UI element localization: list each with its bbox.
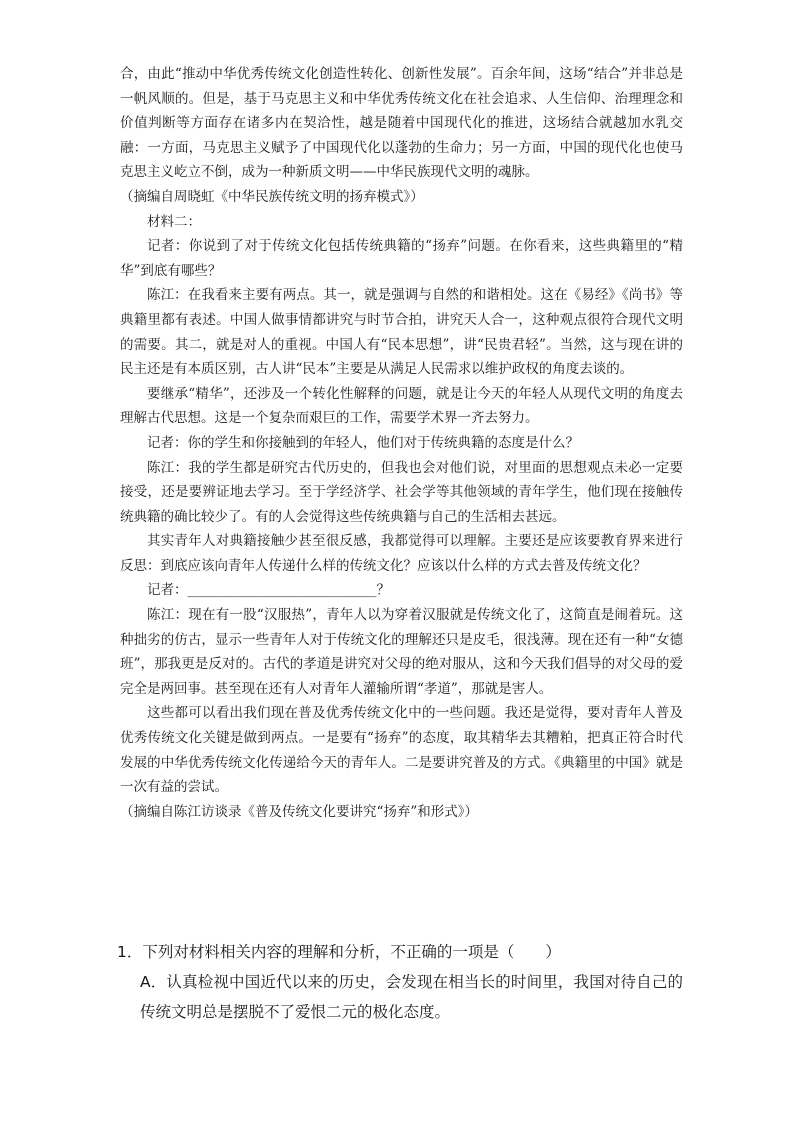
interview-paragraph: 陈江：我的学生都是研究古代历史的，但我也会对他们说，对里面的思想观点未必一定要接受，还是要辨证地去学习。至于学经济学、社会学等其他领域的青年学生，他们现在接触传统典籍的确比较少了。有的人会觉得这些传统典籍与自己的生活相去甚远。 xyxy=(120,459,683,525)
interview-paragraph: 记者：你的学生和你接触到的年轻人，他们对于传统典籍的态度是什么？ xyxy=(147,434,579,451)
interview-paragraph: 陈江：现在有一股“汉服热”，青年人以为穿着汉服就是传统文化了，这简直是闹着玩。这种拙劣的仿古，显示一些青年人对于传统文化的理解还只是皮毛，很浅薄。现在还有一种“女德班”，那我更是反对的。古代的孝道是讲究对父母的绝对服从，这和今天我们倡导的对父母的爱完全是两回事。甚至现在还有人对青年人灌输所谓“孝道”，那就是害人。 xyxy=(120,607,683,697)
reading-material xyxy=(120,62,683,824)
option-a: A．认真检视中国近代以来的历史，会发现在相当长的时间里，我国对待自己的传统文明总是摆脱不了爱恨二元的极化态度。 xyxy=(140,973,683,1021)
interview-paragraph: 这些都可以看出我们现在普及优秀传统文化中的一些问题。我还是觉得，要对青年人普及优秀传统文化关键是做到两点。一是要有“扬弃”的态度，取其精华去其糟粕，把真正符合时代发展的中华优秀传统文化传递给今天的青年人。二是要讲究普及的方式。《典籍里的中国》就是一次有益的尝试。 xyxy=(120,705,683,796)
answer-blank: ____________________________ xyxy=(187,582,377,599)
material2-heading: 材料二： xyxy=(147,213,201,230)
blank-prefix: 记者： xyxy=(147,582,188,599)
blank-suffix: ？ xyxy=(376,582,390,599)
source-citation-1: （摘编自周晓虹《中华民族传统文明的扬弃模式》） xyxy=(120,188,424,205)
question-block xyxy=(117,937,683,1027)
interview-paragraph: 要继承“精华”，还涉及一个转化性解释的问题，就是让今天的年轻人从现代文明的角度去理解古代思想。这是一个复杂而艰巨的工作，需要学术界一齐去努力。 xyxy=(120,385,683,427)
interview-paragraph: 其实青年人对典籍接触少甚至很反感，我都觉得可以理解。主要还是应该要教育界来进行反思：到底应该向青年人传递什么样的传统文化？应该以什么样的方式去普及传统文化？ xyxy=(120,533,683,574)
interview-paragraph: 记者：你说到了对于传统文化包括传统典籍的“扬弃”问题。在你看来，这些典籍里的“精华”到底有哪些？ xyxy=(120,238,683,279)
blank-question-line xyxy=(120,578,683,603)
material1-paragraph: 合，由此“推动中华优秀传统文化创造性转化、创新性发展”。百余年间，这场“结合”并非总是一帆风顺的。但是，基于马克思主义和中华优秀传统文化在社会追求、人生信仰、治理理念和价值判断等方面存在诸多内在契洽性，越是随着中国现代化的推进，这场结合就越加水乳交融：一方面，马克思主义赋予了中国现代化以蓬勃的生命力；另一方面，中国的现代化也使马克思主义屹立不倒，成为一种新质文明——中华民族现代文明的魂脉。 xyxy=(120,66,683,181)
source-citation-2: （摘编自陈江访谈录《普及传统文化要讲究“扬弃”和形式》） xyxy=(120,803,479,820)
question-stem: 1．下列对材料相关内容的理解和分析，不正确的一项是（ ） xyxy=(117,943,561,961)
interview-paragraph: 陈江：在我看来主要有两点。其一，就是强调与自然的和谐相处。这在《易经》《尚书》等典籍里都有表述。中国人做事情都讲究与时节合拍，讲究天人合一，这种观点很符合现代文明的需要。其二，就是对人的重视。中国人有“民本思想”，讲“民贵君轻”。当然，这与现在讲的民主还是有本质区别，古人讲“民本”主要是从满足人民需求以维护政权的角度去谈的。 xyxy=(120,287,683,378)
